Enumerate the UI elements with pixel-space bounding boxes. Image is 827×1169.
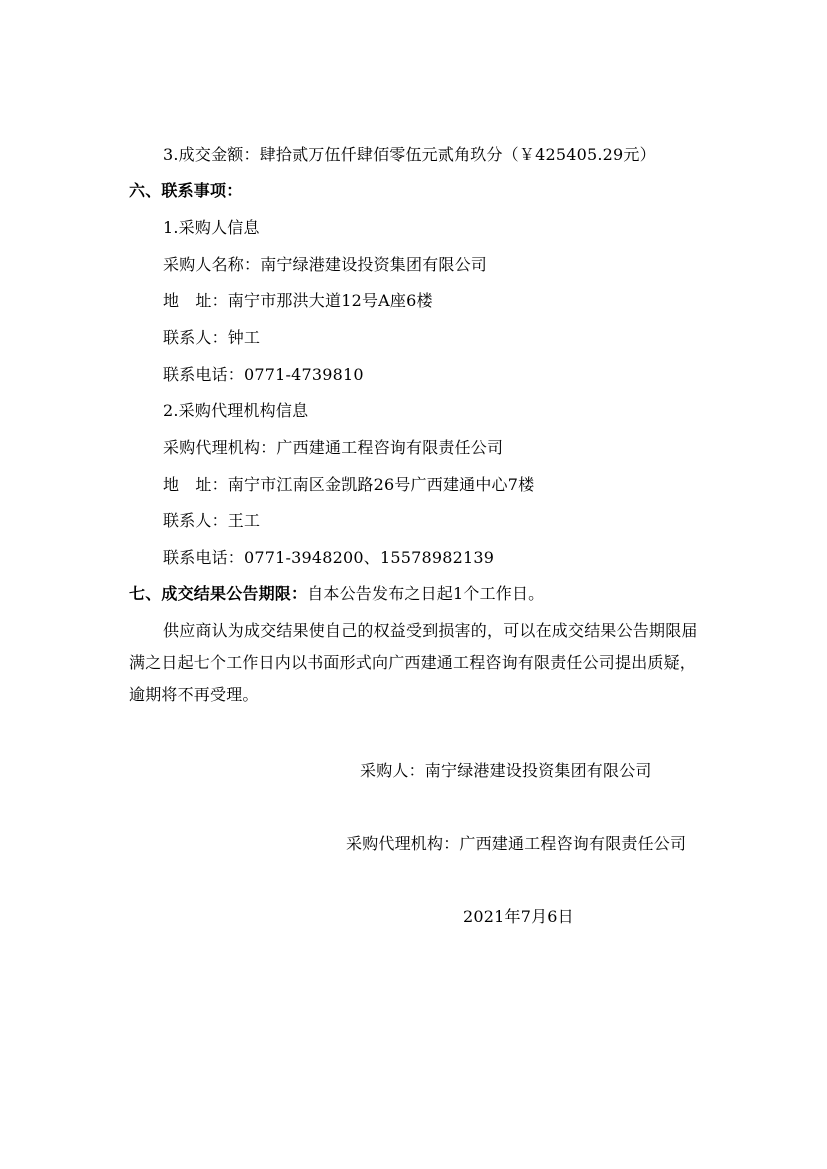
signature-agency: 采购代理机构：广西建通工程咨询有限责任公司	[346, 834, 687, 853]
signature-buyer: 采购人：南宁绿港建设投资集团有限公司	[360, 761, 652, 780]
buyer-address: 地 址：南宁市那洪大道12号A座6楼	[163, 291, 433, 310]
transaction-amount: 3.成交金额：肆拾贰万伍仟肆佰零伍元贰角玖分（￥425405.29元）	[163, 145, 656, 164]
agency-name: 采购代理机构：广西建通工程咨询有限责任公司	[163, 438, 504, 457]
buyer-contact: 联系人：钟工	[163, 328, 261, 347]
buyer-info-title: 1.采购人信息	[163, 218, 260, 237]
objection-notice: 供应商认为成交结果使自己的权益受到损害的，可以在成交结果公告期限届满之日起七个工作日内以书面形式向广西建通工程咨询有限责任公司提出质疑，逾期将不再受理。	[129, 621, 698, 704]
agency-info-title: 2.采购代理机构信息	[163, 401, 309, 420]
section-7-heading: 七、成交结果公告期限：	[129, 584, 308, 603]
agency-phone: 联系电话：0771-3948200、15578982139	[163, 548, 495, 567]
agency-contact: 联系人：王工	[163, 511, 261, 530]
section-7-line	[129, 584, 544, 604]
buyer-phone: 联系电话：0771-4739810	[163, 365, 364, 384]
section-6-heading: 六、联系事项：	[129, 181, 243, 200]
section-7-text: 自本公告发布之日起1个工作日。	[307, 584, 545, 603]
signature-date: 2021年7月6日	[463, 907, 574, 926]
agency-address: 地 址：南宁市江南区金凯路26号广西建通中心7楼	[163, 475, 535, 494]
buyer-name: 采购人名称：南宁绿港建设投资集团有限公司	[163, 255, 488, 274]
